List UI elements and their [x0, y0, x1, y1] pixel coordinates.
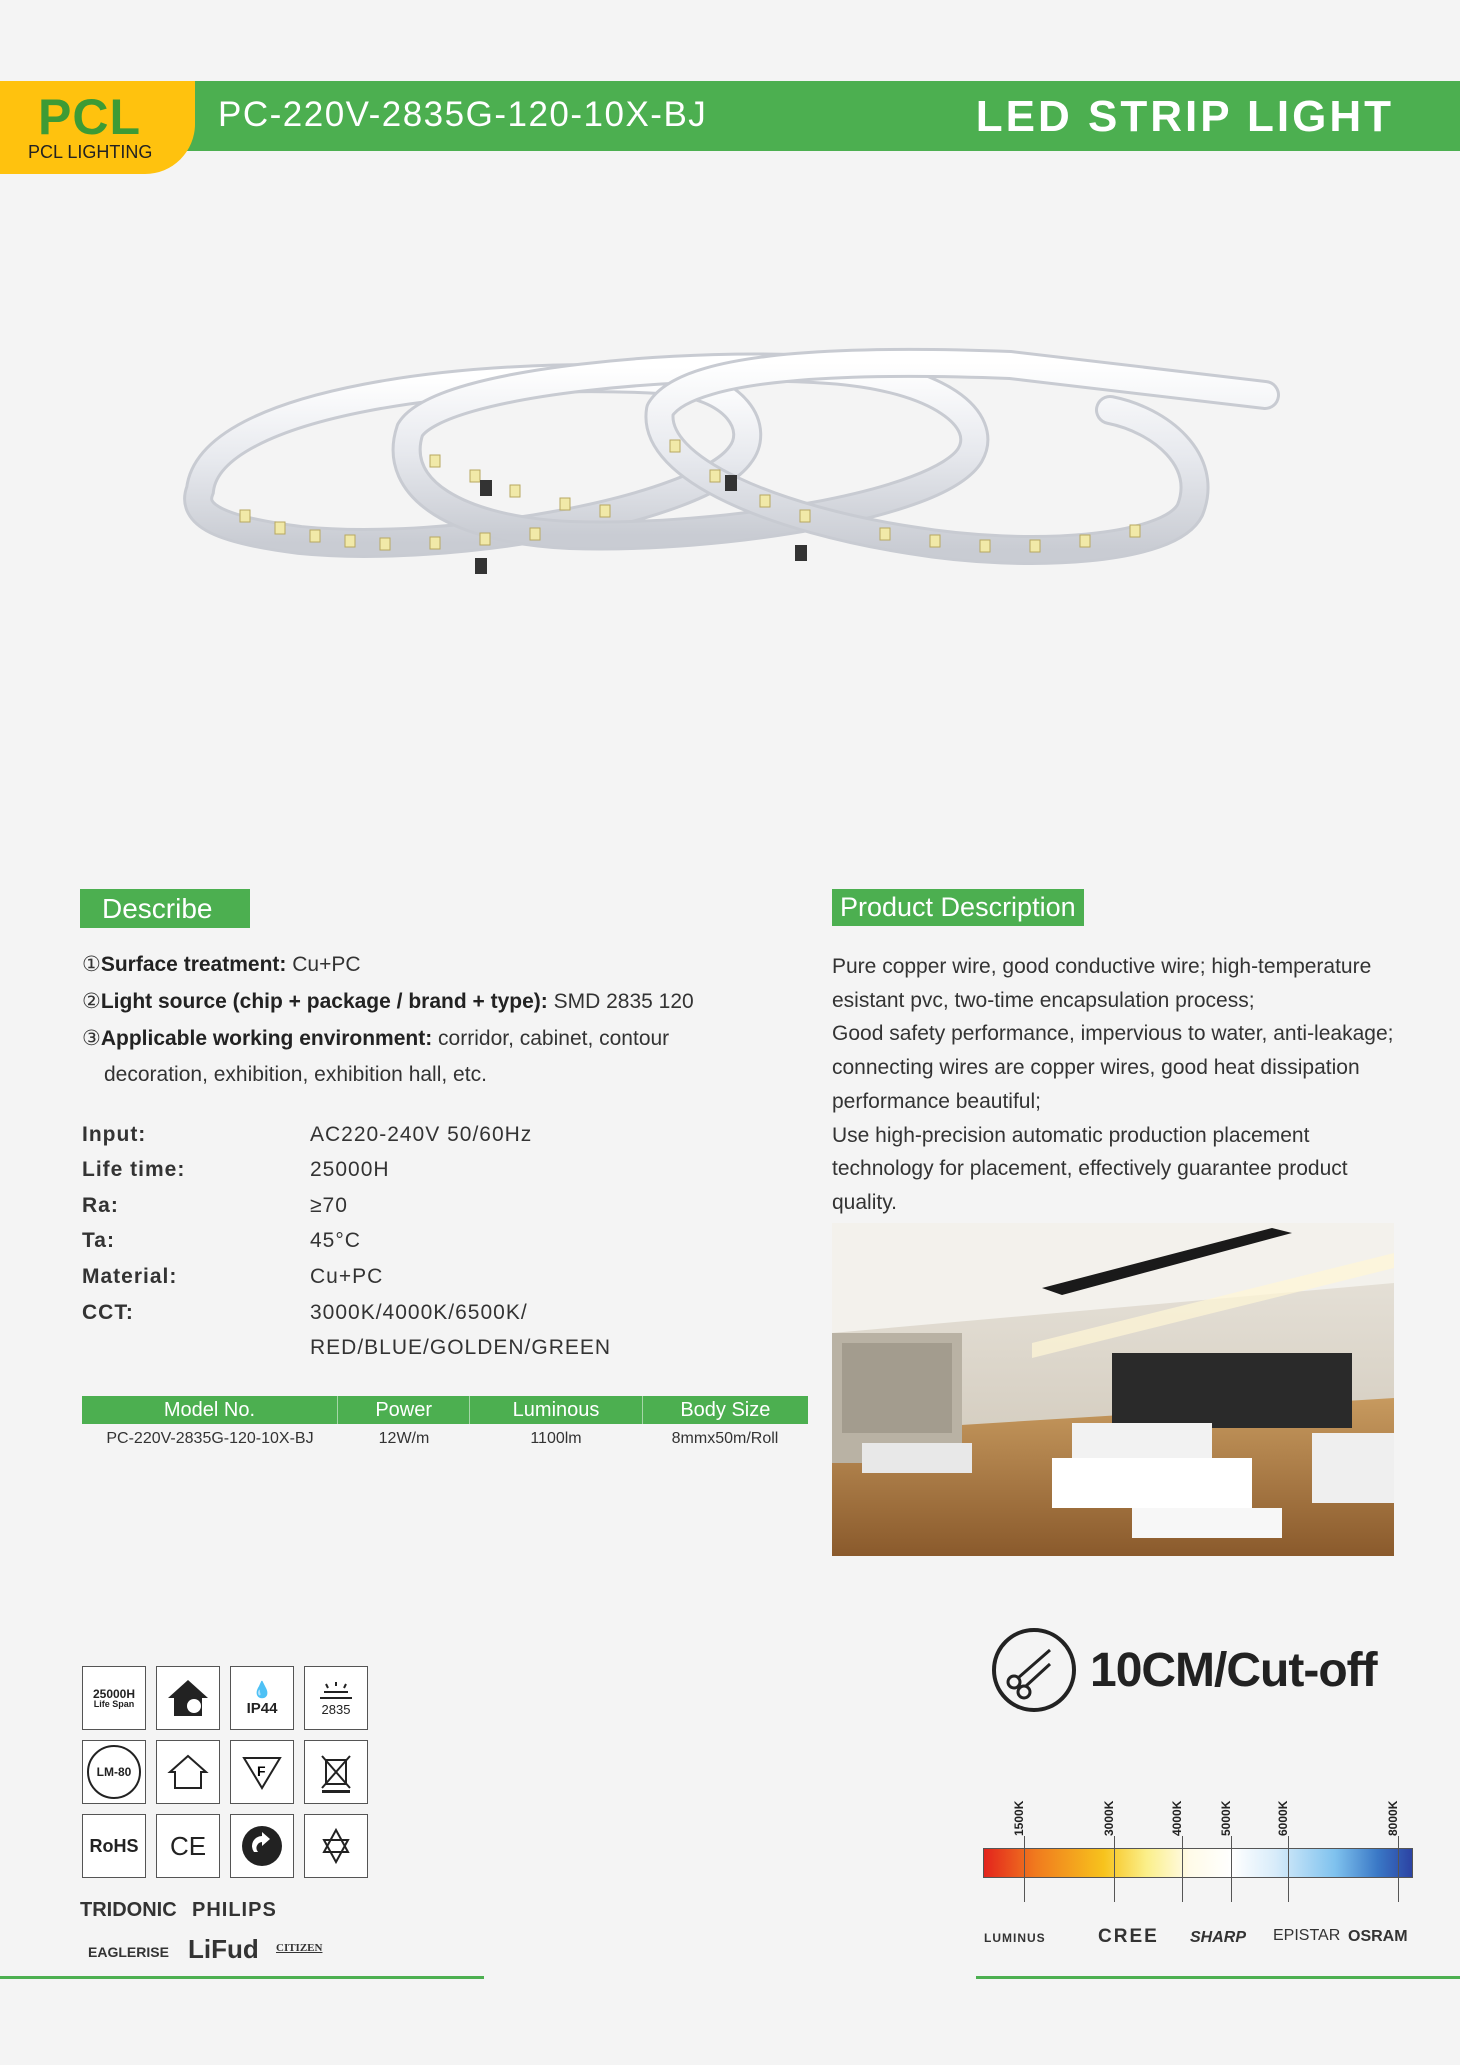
recycle-icon: [304, 1814, 368, 1878]
logo-mark: PCL: [38, 89, 141, 145]
color-temp-bar: [983, 1848, 1413, 1878]
brand-philips: PHILIPS: [192, 1899, 277, 1921]
describe-item: ③Applicable working environment: corridor, cabinet, contour: [82, 1027, 670, 1050]
description-line: quality.: [832, 1190, 897, 1214]
description-line: esistant pvc, two-time encapsulation process;: [832, 988, 1255, 1012]
ce-icon: CE: [156, 1814, 220, 1878]
color-temp-label: 4000K: [1170, 1800, 1184, 1836]
weee-bin-icon: [304, 1740, 368, 1804]
spec-value: 45°C: [310, 1229, 361, 1252]
footer-line-left: [0, 1976, 484, 1979]
color-temp-label: 1500K: [1012, 1800, 1026, 1836]
spec-value: 3000K/4000K/6500K/: [310, 1301, 528, 1324]
brand-epistar: EPISTAR: [1273, 1927, 1341, 1944]
spec-value: 25000H: [310, 1158, 390, 1181]
spec-value-continued: RED/BLUE/GOLDEN/GREEN: [310, 1336, 612, 1359]
color-temp-label: 3000K: [1102, 1800, 1116, 1836]
table-cell: PC-220V-2835G-120-10X-BJ: [106, 1430, 314, 1447]
brand-eaglerise: EAGLERISE: [88, 1944, 169, 1960]
describe-item: ①Surface treatment: Cu+PC: [82, 953, 361, 976]
lm80-icon: [82, 1740, 146, 1804]
footer-line-right: [976, 1976, 1460, 1979]
green-dot-icon: [230, 1814, 294, 1878]
brand-osram: OSRAM: [1348, 1928, 1408, 1945]
f-mark-icon: [230, 1740, 294, 1804]
color-temp-tick: [1398, 1836, 1399, 1902]
indoor-house-icon: [156, 1666, 220, 1730]
product-description-heading: Product Description: [832, 889, 1084, 926]
rohs-icon: RoHS: [82, 1814, 146, 1878]
table-cell: 1100lm: [530, 1430, 582, 1447]
spec-label: Material:: [82, 1265, 178, 1288]
description-line: performance beautiful;: [832, 1089, 1041, 1113]
model-title: PC-220V-2835G-120-10X-BJ: [218, 95, 708, 134]
color-temp-label: 6000K: [1276, 1800, 1290, 1836]
color-temp-tick: [1288, 1836, 1289, 1902]
spec-value: Cu+PC: [310, 1265, 384, 1288]
application-photo: [832, 1223, 1394, 1556]
table-header-cell: Luminous: [470, 1396, 642, 1424]
spec-value: ≥70: [310, 1194, 348, 1217]
brand-tridonic: TRIDONIC: [80, 1899, 177, 1921]
brand-sharp: SHARP: [1190, 1929, 1247, 1946]
brand-cree: CREE: [1098, 1926, 1159, 1947]
brand-luminus: LUMINUS: [984, 1931, 1046, 1945]
description-line: connecting wires are copper wires, good heat dissipation: [832, 1056, 1360, 1080]
logo-text: PCL LIGHTING: [28, 142, 153, 162]
table-cell: 8mmx50m/Roll: [671, 1430, 779, 1447]
lifespan-icon: [82, 1666, 146, 1730]
color-temp-label: 8000K: [1386, 1800, 1400, 1836]
ip-rating-value: IP44: [246, 1699, 278, 1717]
chip-value: 2835: [321, 1701, 351, 1717]
description-line: technology for placement, effectively guarantee product: [832, 1157, 1348, 1181]
chip-2835-icon: [304, 1666, 368, 1730]
describe-item-continued: decoration, exhibition, exhibition hall, etc.: [104, 1063, 487, 1086]
svg-text:F: F: [257, 1763, 266, 1779]
color-temp-label: 5000K: [1219, 1800, 1233, 1836]
color-temp-tick: [1024, 1836, 1025, 1902]
spec-label: Input:: [82, 1123, 147, 1146]
house-outline-icon: [156, 1740, 220, 1804]
spec-label: Life time:: [82, 1158, 186, 1181]
lm80-label: LM-80: [87, 1745, 141, 1799]
color-temp-tick: [1231, 1836, 1232, 1902]
brand-citizen: CITIZEN: [276, 1942, 323, 1954]
table-header-cell: Body Size: [680, 1399, 771, 1421]
color-temp-tick: [1182, 1836, 1183, 1902]
product-type: LED STRIP LIGHT: [975, 92, 1394, 141]
ip-rating-icon: 💧 IP44: [230, 1666, 294, 1730]
describe-heading: Describe: [80, 889, 250, 928]
lifespan-label: Life Span: [93, 1698, 135, 1709]
table-row: [82, 1430, 808, 1448]
certification-grid: [82, 1666, 368, 1878]
spec-label: CCT:: [82, 1301, 134, 1324]
spec-label: Ra:: [82, 1194, 119, 1217]
table-header-cell: Power: [338, 1396, 470, 1424]
description-line: Use high-precision automatic production placement: [832, 1123, 1310, 1147]
lifespan-value: 25000H: [92, 1686, 136, 1701]
spec-value: AC220-240V 50/60Hz: [310, 1123, 533, 1146]
spec-table-header: [82, 1396, 808, 1424]
describe-item: ②Light source (chip + package / brand + type): SMD 2835 120: [82, 990, 694, 1013]
product-description-text: [832, 950, 1432, 1220]
description-line: Good safety performance, impervious to water, anti-leakage;: [832, 1022, 1394, 1046]
spec-label: Ta:: [82, 1229, 115, 1252]
color-temp-tick: [1114, 1836, 1115, 1902]
cut-off-label: 10CM/Cut-off: [1090, 1644, 1377, 1697]
table-header-cell: Model No.: [82, 1396, 338, 1424]
scissors-icon: [990, 1626, 1078, 1714]
led-strip-image: [180, 340, 1300, 630]
brand-lifud: LiFud: [188, 1934, 259, 1964]
table-cell: 12W/m: [378, 1430, 430, 1447]
description-line: Pure copper wire, good conductive wire; high-temperature: [832, 955, 1372, 978]
